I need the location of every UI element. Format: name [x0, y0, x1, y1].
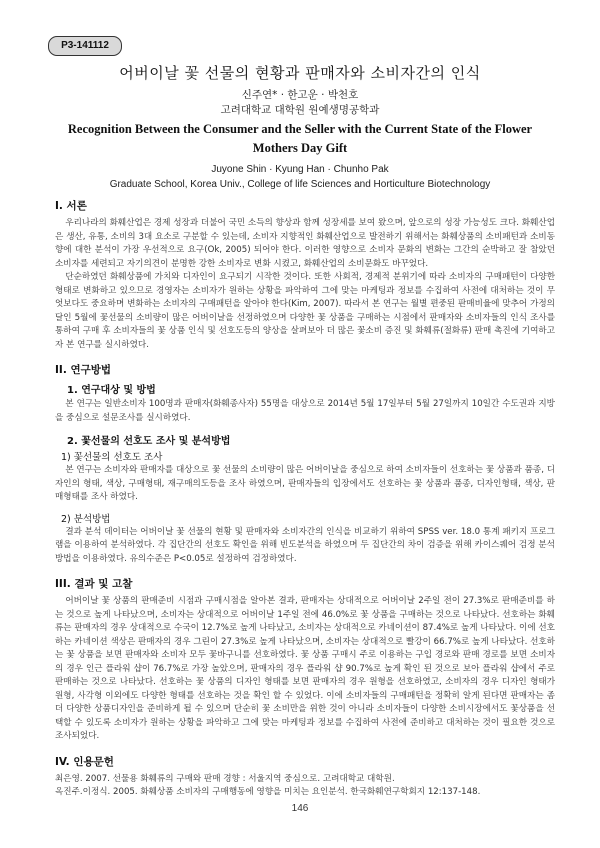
title-english-line2: Mothers Day Gift [252, 141, 348, 155]
title-english [40, 120, 560, 158]
analysis-method-paragraph: 결과 분석 데이터는 어버이날 꽃 선물의 현황 및 판매자와 소비자간의 인식을 비교하기 위하여 SPSS ver. 18.0 통계 패키지 프로그램을 이용하여 분석하였다. 각 집단간의 선호도 확인을 위해 빈도분석을 하였으며 두 집단간의 차이 검증을 위해 카이스퀘어 검정 분석 방법을 이용하였다. 유의수준은 P<0.05로 설정하여 검정하였다. [55, 526, 555, 564]
methods-subsection-1-paragraph: 본 연구는 일반소비자 100명과 판매자(화훼종사자) 55명을 대상으로 2014년 5월 17일부터 5월 27일까지 10일간 수도권과 지방을 중심으로 설문조사를 실시하였다. [55, 399, 555, 423]
methods-subsection-2-heading: 2. 꽃선물의 선호도 조사 및 분석방법 [67, 436, 231, 447]
section-results-heading: III. 결과 및 고찰 [55, 578, 133, 590]
reference-item: 옥진주.이정식. 2005. 화훼상품 소비자의 구매행동에 영향을 미치는 요인분석. 한국화훼연구학회지 12:137-148. [55, 787, 481, 797]
affiliation-english: Graduate School, Korea Univ., College of life Sciences and Horticulture Biotechnology [109, 179, 491, 190]
authors-korean: 신주연* · 한고운 · 박천호 [241, 89, 359, 101]
reference-item: 최은영. 2007. 선물용 화훼류의 구매와 판매 경향 : 서울지역 중심으로. 고려대학교 대학원. [55, 773, 395, 784]
intro-paragraph-2: 단순하였던 화훼상품에 가치와 디자인이 요구되기 시작한 것이다. 또한 사회적, 경제적 분위기에 따라 소비자의 구매패턴이 다양한 형태로 변화하고 있으므로 경영자는 소비자가 원하는 상황을 파악하여 그에 맞는 마케팅과 정보를 수집하여 사전에 대처하는 것이 무엇보다도 중요하며 변화하는 소비자의 구매패턴을 알아야 한다(Kim, 2007). 따라서 본 연구는 월별 편중된 판매비율에 맞추어 가정의 달인 5월에 꽃선물의 소비량이 많은 어버이날을 선정하였으며 다양한 꽃 상품을 구매하는 시점에서 판매자와 소비자들의 인식 조사를 통하여 구매 후 소비자들의 꽃 상품 인식 및 선호도등의 양상을 살펴보아 더 많은 꽃소비 증진 및 화훼류(절화류) 판매 촉진에 기여하고자 본 연구를 실시하였다. [55, 272, 555, 350]
affiliation-korean: 고려대학교 대학원 원예생명공학과 [220, 104, 380, 116]
intro-paragraph-1: 우리나라의 화훼산업은 경제 성장과 더불어 국민 소득의 향상과 함께 성장세를 보여 왔으며, 앞으로의 성장 가능성도 크다. 화훼산업은 생산, 유통, 소비의 3대 요소로 구분할 수 있는데, 소비자 지향적인 화훼산업으로 발전하기 위해서는 화훼상품의 소비패턴과 소비동향에 대한 분석이 가장 우선적으로 요구(Ok, 2005) 되어야 한다. 이러한 영향으로 소비자 문화의 변화는 그간의 순박하고 잘 참았던 소비자를 세련되고 자기의견이 분명한 강한 소비자로 변화 시켰고, 화훼산업의 소비문화도 바꾸었다. [55, 218, 555, 269]
methods-subsection-1-heading: 1. 연구대상 및 방법 [67, 385, 156, 396]
page-number: 146 [291, 803, 309, 814]
title-english-line1: Recognition Between the Consumer and the Seller with the Current State of the Flower [67, 122, 533, 136]
section-methods-heading: II. 연구방법 [55, 364, 112, 376]
authors-english: Juyone Shin · Kyung Han · Chunho Pak [211, 164, 389, 175]
results-paragraph: 어버이날 꽃 상품의 판매준비 시점과 구매시점을 알아본 결과, 판매자는 상대적으로 어버이날 2주일 전이 27.3%로 판매준비를 하는 것으로 높게 나타났으며, 소비자는 상대적으로 어버이날 1주일 전에 46.0%로 꽃 상품을 구매하는 것으로 나타났다. 선호하는 화훼류는 판매자의 경우 상대적으로 수국이 12.7%로 높게 나타났고, 소비자는 상대적으로 카네이션이 87.4%로 높게 나타났다. 이에 선호하는 카네이션 색상은 판매자의 경우 그린이 27.3%로 높게 나타났으며, 소비자는 상대적으로 빨강이 66.7%로 높게 나타났다. 선호하는 꽃 상품을 보면 판매자와 소비자 모두 꽃바구니를 선호하였다. 꽃 상품 구매시 주로 이용하는 구입 경로와 판매 경로를 보면 소비자의 경우 인근 플라워 샵이 76.7%로 가장 높았으며, 판매자의 경우 플라워 샵 90.7%로 높게 확인 된 것으로 보아 플라워 샵에서 주로 판매하는 것으로 나타났다. 선호하는 꽃 상품의 디자인 형태를 보면 판매자의 경우 원형을 선호하였고, 소비자의 경우 디자인 형태가 원형, 사각형 이외에도 다양한 형태를 선호하는 것을 확인 할 수 있었다. 이에 소비자들의 구매패턴을 정확히 알게 된다면 판매자는 좀 더 다양한 상품디자인을 준비하게 될 수 있으며 단순히 꽃 소비만을 위한 것이 아니라 소비자들이 다양한 소비시장에서도 꽃상품을 선택할 수 있도록 소비자가 원하는 상황을 파악하고 그에 맞는 마케팅과 정보를 수집하여 사전에 준비하고 대처하는 것이 필요한 것으로 조사되었다. [55, 596, 555, 741]
preference-survey-paragraph: 본 연구는 소비자와 판매자를 대상으로 꽃 선물의 소비량이 많은 어버이날을 중심으로 하여 소비자들이 선호하는 꽃 상품과 품종, 디자인의 형태, 색상, 구매형태, 재구매의도등을 조사 하였으며, 판매자들의 입장에서도 선호하는 꽃 상품과 품종, 디자인형태, 색상, 판매형태를 조사 하였다. [55, 465, 555, 502]
section-intro-heading: I. 서론 [55, 200, 87, 212]
section-references-heading: IV. 인용문헌 [55, 755, 114, 768]
poster-code-badge: P3-141112 [48, 36, 122, 56]
preference-survey-heading: 1) 꽃선물의 선호도 조사 [61, 452, 163, 463]
analysis-method-heading: 2) 분석방법 [61, 513, 111, 525]
title-korean: 어버이날 꽃 선물의 현황과 판매자와 소비자간의 인식 [119, 64, 481, 82]
paper-body [55, 198, 555, 800]
